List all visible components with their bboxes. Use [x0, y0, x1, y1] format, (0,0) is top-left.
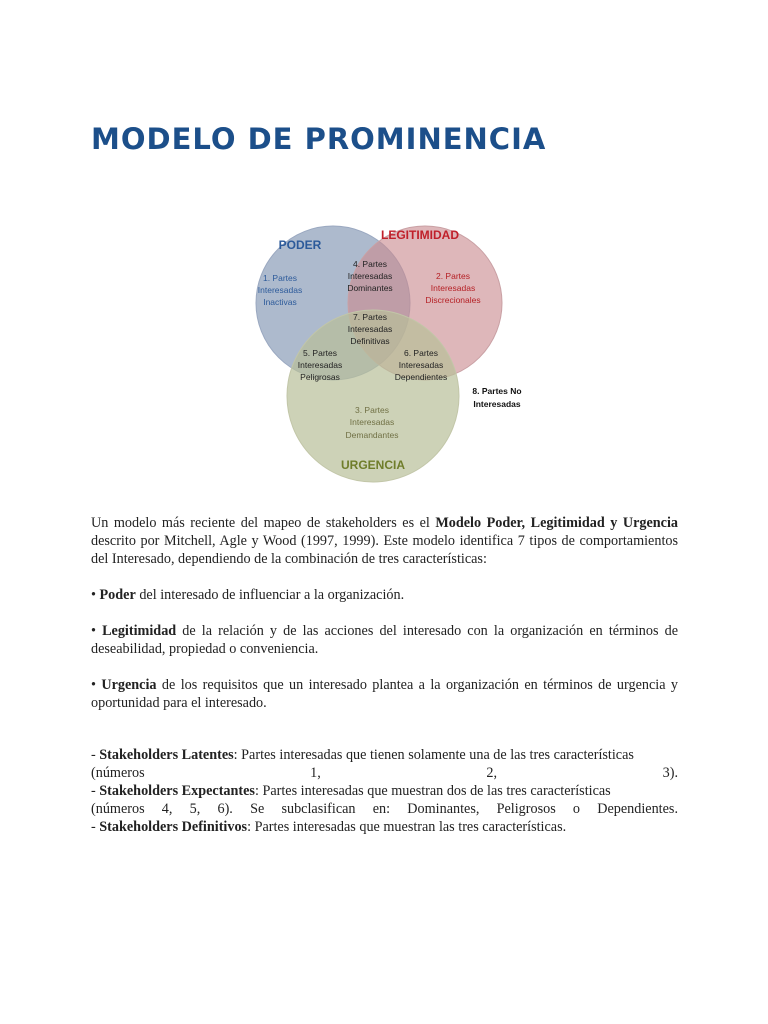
stakeholders-latentes: - Stakeholders Latentes: Partes interesadas que tienen solamente una de las tres características — [91, 747, 634, 763]
bullet-urgencia: • Urgencia de los requisitos que un interesado plantea a la organización en términos de urgencia y oportunidad para el interesado. — [91, 677, 678, 711]
stakeholders-expectantes-numbers: (números 4, 5, 6). Se subclasifican en: Dominantes, Peligrosos o Dependientes. — [91, 801, 678, 817]
svg-text:5. Partes: 5. Partes — [302, 348, 338, 358]
svg-text:Interesadas: Interesadas — [398, 360, 444, 370]
svg-text:Interesadas: Interesadas — [347, 324, 393, 334]
region-8-label — [472, 386, 521, 409]
svg-text:Interesadas: Interesadas — [257, 285, 303, 295]
svg-text:2. Partes: 2. Partes — [435, 271, 471, 281]
svg-text:Interesadas: Interesadas — [473, 399, 521, 409]
svg-text:6. Partes: 6. Partes — [403, 348, 439, 358]
svg-text:Inactivas: Inactivas — [263, 297, 297, 307]
legitimidad-label: LEGITIMIDAD — [381, 228, 459, 242]
svg-text:Interesadas: Interesadas — [347, 271, 393, 281]
stakeholders-latentes-numbers: (números 1, 2, 3). — [91, 765, 678, 781]
prominence-venn-diagram — [230, 208, 540, 488]
venn-svg — [230, 208, 540, 488]
svg-text:8. Partes No: 8. Partes No — [472, 386, 522, 396]
svg-text:7. Partes: 7. Partes — [352, 312, 388, 322]
region-4-label — [347, 259, 392, 293]
region-1-label — [258, 273, 302, 307]
svg-text:3. Partes: 3. Partes — [354, 405, 390, 415]
svg-text:Definitivas: Definitivas — [350, 336, 390, 346]
region-5-label — [298, 348, 342, 382]
poder-label: PODER — [278, 238, 322, 252]
urgencia-label: URGENCIA — [340, 458, 406, 472]
svg-text:4. Partes: 4. Partes — [352, 259, 388, 269]
svg-text:Interesadas: Interesadas — [430, 283, 476, 293]
bullet-legitimidad: • Legitimidad de la relación y de las acciones del interesado con la organización en términos de deseabilidad, propiedad o conveniencia. — [91, 623, 678, 657]
svg-text:Peligrosas: Peligrosas — [300, 372, 340, 382]
svg-text:Discrecionales: Discrecionales — [425, 295, 481, 305]
svg-text:Interesadas: Interesadas — [349, 417, 395, 427]
svg-text:Dominantes: Dominantes — [347, 283, 393, 293]
svg-text:Demandantes: Demandantes — [345, 430, 399, 440]
intro-paragraph: Un modelo más reciente del mapeo de stakeholders es el Modelo Poder, Legitimidad y Urgencia descrito por Mitchell, Agle y Wood (1997, 1999). Este modelo identifica 7 tipos de comportamientos del Interesado, dependiendo de la combinación de tres características: — [91, 515, 679, 567]
svg-text:Dependientes: Dependientes — [394, 372, 448, 382]
body-content — [91, 514, 678, 836]
bullet-poder: • Poder del interesado de influenciar a la organización. — [91, 587, 405, 603]
svg-text:Interesadas: Interesadas — [297, 360, 343, 370]
page-title: MODELO DE PROMINENCIA — [91, 122, 547, 156]
region-7-label — [348, 312, 392, 346]
svg-text:1. Partes: 1. Partes — [262, 273, 298, 283]
stakeholders-definitivos: - Stakeholders Definitivos: Partes interesadas que muestran las tres características. — [91, 819, 567, 835]
stakeholders-expectantes: - Stakeholders Expectantes: Partes interesadas que muestran dos de las tres características — [91, 783, 611, 799]
